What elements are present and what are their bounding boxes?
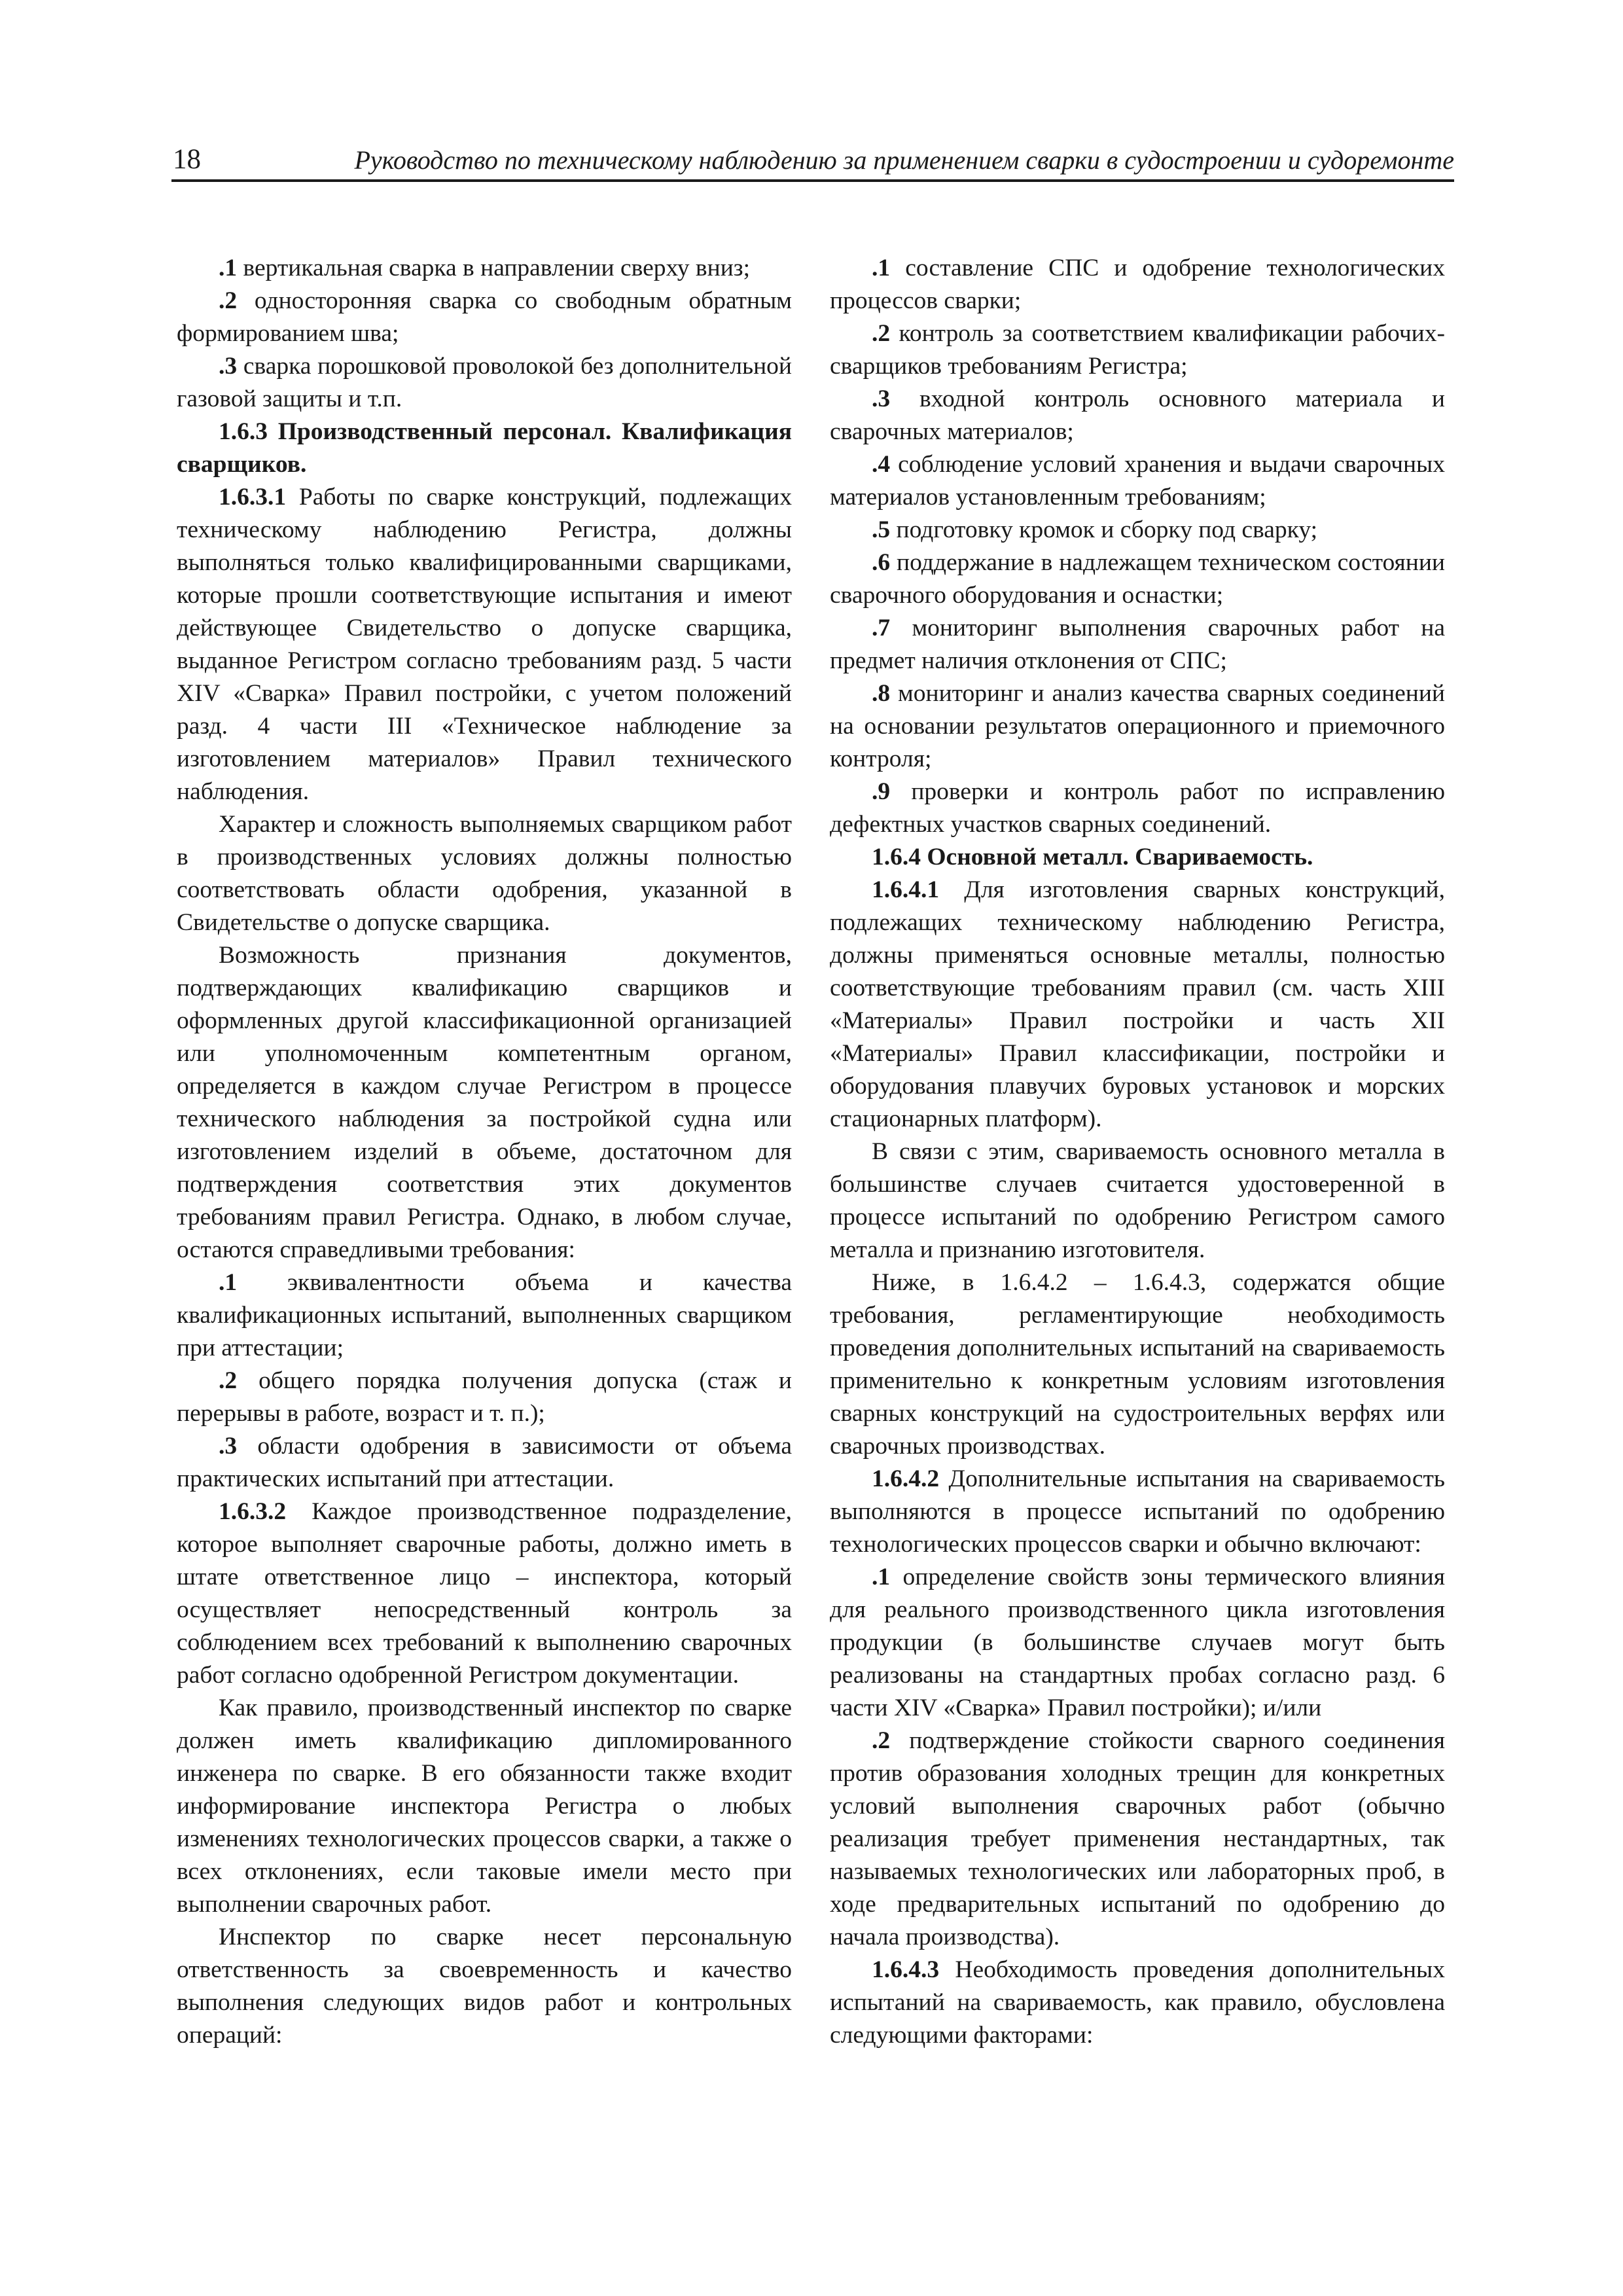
list-item: .1 составление СПС и одобрение технологических процессов сварки; [830, 255, 1445, 314]
section-heading-1-6-4: 1.6.4 Основной металл. Свариваемость. [872, 844, 1313, 870]
list-item: .1 эквивалентности объема и качества квалификационных испытаний, выполненных сварщиком при аттестации; [177, 1269, 792, 1361]
list-item: .3 области одобрения в зависимости от объема практических испытаний при аттестации. [177, 1433, 792, 1492]
paragraph: Возможность признания документов, подтверждающих квалификацию сварщиков и оформленных другой классификационной организацией или уполномоченным компетентным органом, определяется в каждом случае Регистром в процессе технического наблюдения за постройкой судна или изготовлением изделий в объеме, достаточном для подтверждения соответствия этих документов требованиям правил Регистра. Однако, в любом случае, остаются справедливыми требования: [177, 942, 792, 1263]
list-item: .1 определение свойств зоны термического влияния для реального производственного цикла изготовления продукции (в большинстве случаев могут быть реализованы на стандартных пробах согласно разд. 6 части XIV «Сварка» Правил постройки); и/или [830, 1564, 1445, 1721]
list-item: .6 поддержание в надлежащем техническом состоянии сварочного оборудования и оснастки; [830, 549, 1445, 609]
page-number: 18 [173, 144, 201, 175]
paragraph-1-6-3-2: 1.6.3.2 Каждое производственное подразделение, которое выполняет сварочные работы, должно иметь в штате ответственное лицо – инспектора, который осуществляет непосредственный контроль за соблюдением всех требований к выполнению сварочных работ согласно одобренной Регистром документации. [177, 1498, 792, 1689]
list-item: .3 входной контроль основного материала и сварочных материалов; [830, 386, 1445, 445]
paragraph: Инспектор по сварке несет персональную ответственность за своевременность и качество выполнения следующих видов работ и контрольных операций: [177, 1924, 792, 2049]
list-item: .3 сварка порошковой проволокой без дополнительной газовой защиты и т.п. [177, 353, 792, 412]
list-item: .4 соблюдение условий хранения и выдачи сварочных материалов установленным требованиям; [830, 451, 1445, 511]
paragraph: Ниже, в 1.6.4.2 – 1.6.4.3, содержатся общие требования, регламентирующие необходимость проведения дополнительных испытаний на свариваемость применительно к конкретным условиям изготовления сварных конструкций на судостроительных верфях или сварочных производствах. [830, 1269, 1445, 1460]
list-item: .2 подтверждение стойкости сварного соединения против образования холодных трещин для конкретных условий выполнения сварочных работ (обычно реализация требует применения нестандартных, так называемых технологических или лабораторных проб, в ходе предварительных испытаний по одобрению до начала производства). [830, 1727, 1445, 1950]
list-item: .8 мониторинг и анализ качества сварных соединений на основании результатов операционного и приемочного контроля; [830, 680, 1445, 772]
left-column [177, 252, 792, 2052]
paragraph-1-6-4-1: 1.6.4.1 Для изготовления сварных конструкций, подлежащих техническому наблюдению Регистра, должны применяться основные металлы, полностью соответствующие требованиям правил (см. часть XIII «Материалы» Правил постройки и часть XII «Материалы» Правил классификации, постройки и оборудования плавучих буровых установок и морских стационарных платформ). [830, 876, 1445, 1132]
section-heading-1-6-3: 1.6.3 Производственный персонал. Квалификация сварщиков. [177, 418, 792, 478]
list-item: .2 односторонняя сварка со свободным обратным формированием шва; [177, 287, 792, 347]
list-item: .1 вертикальная сварка в направлении сверху вниз; [219, 255, 750, 281]
list-item: .9 проверки и контроль работ по исправлению дефектных участков сварных соединений. [830, 778, 1445, 838]
paragraph: Характер и сложность выполняемых сварщиком работ в производственных условиях должны полностью соответствовать области одобрения, указанной в Свидетельстве о допуске сварщика. [177, 811, 792, 936]
list-item: .7 мониторинг выполнения сварочных работ на предмет наличия отклонения от СПС; [830, 615, 1445, 674]
list-item: .5 подготовку кромок и сборку под сварку; [872, 516, 1318, 543]
right-column [830, 252, 1445, 2052]
paragraph-1-6-4-3: 1.6.4.3 Необходимость проведения дополнительных испытаний на свариваемость, как правило, обусловлена следующими факторами: [830, 1956, 1445, 2049]
list-item: .2 контроль за соответствием квалификации рабочих-сварщиков требованиям Регистра; [830, 320, 1445, 380]
list-item: .2 общего порядка получения допуска (стаж и перерывы в работе, возраст и т. п.); [177, 1367, 792, 1427]
running-title: Руководство по техническому наблюдению за применением сварки в судостроении и судоремонте [354, 145, 1454, 175]
paragraph: Как правило, производственный инспектор по сварке должен иметь квалификацию дипломированного инженера по сварке. В его обязанности также входит информирование инспектора Регистра о любых изменениях технологических процессов сварки, а также о всех отклонениях, если таковые имели место при выполнении сварочных работ. [177, 1695, 792, 1918]
paragraph: В связи с этим, свариваемость основного металла в большинстве случаев считается удостоверенной в процессе испытаний по одобрению Регистром самого металла и признанию изготовителя. [830, 1138, 1445, 1263]
paragraph-1-6-3-1: 1.6.3.1 Работы по сварке конструкций, подлежащих техническому наблюдению Регистра, должны выполняться только квалифицированными сварщиками, которые прошли соответствующие испытания и имеют действующее Свидетельство о допуске сварщика, выданное Регистром согласно требованиям разд. 5 части XIV «Сварка» Правил постройки, с учетом положений разд. 4 части III «Техническое наблюдение за изготовлением материалов» Правил технического наблюдения. [177, 484, 792, 805]
paragraph-1-6-4-2: 1.6.4.2 Дополнительные испытания на свариваемость выполняются в процессе испытаний по одобрению технологических процессов сварки и обычно включают: [830, 1465, 1445, 1558]
page-header [171, 139, 1454, 182]
